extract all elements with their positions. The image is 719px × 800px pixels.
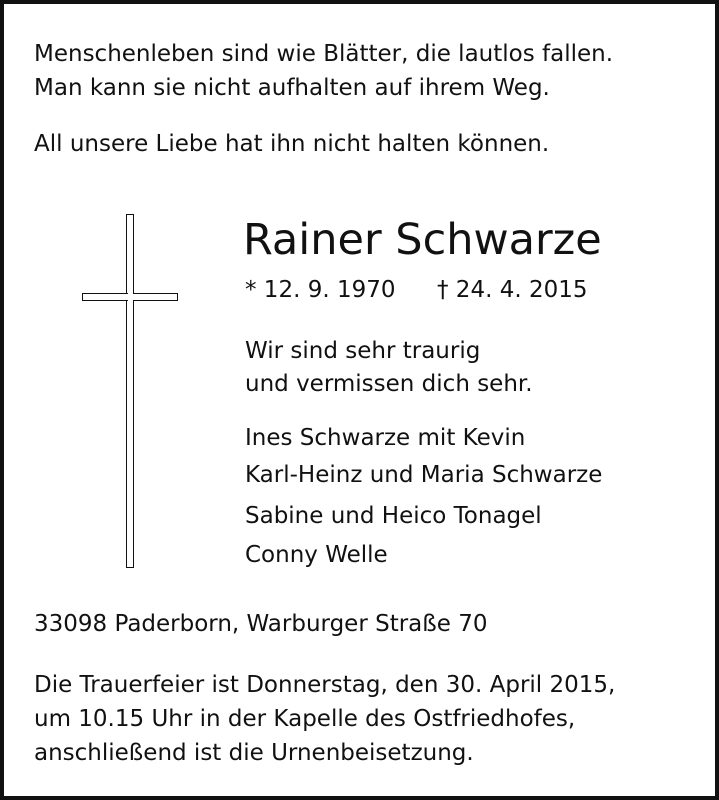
- service-line-3: anschließend ist die Urnenbeisetzung.: [34, 740, 474, 766]
- poem-line-1: Menschenleben sind wie Blätter, die lautlos fallen.: [34, 41, 614, 67]
- poem-line-3: All unsere Liebe hat ihn nicht halten können.: [34, 131, 550, 157]
- mourner-4: Conny Welle: [245, 542, 388, 568]
- death-date: † 24. 4. 2015: [437, 277, 588, 303]
- latin-cross-icon: [82, 214, 180, 570]
- service-line-1: Die Trauerfeier ist Donnerstag, den 30. April 2015,: [34, 672, 616, 698]
- poem-line-2: Man kann sie nicht aufhalten auf ihrem Weg.: [34, 75, 550, 101]
- mourner-2: Karl-Heinz und Maria Schwarze: [245, 462, 603, 488]
- birth-date: * 12. 9. 1970: [245, 277, 396, 303]
- message-line-2: und vermissen dich sehr.: [245, 371, 533, 397]
- address: 33098 Paderborn, Warburger Straße 70: [34, 611, 488, 637]
- message-line-1: Wir sind sehr traurig: [245, 338, 481, 364]
- service-line-2: um 10.15 Uhr in der Kapelle des Ostfriedhofes,: [34, 706, 576, 732]
- deceased-name: Rainer Schwarze: [243, 215, 602, 265]
- mourner-1: Ines Schwarze mit Kevin: [245, 425, 526, 451]
- mourner-3: Sabine und Heico Tonagel: [245, 503, 542, 529]
